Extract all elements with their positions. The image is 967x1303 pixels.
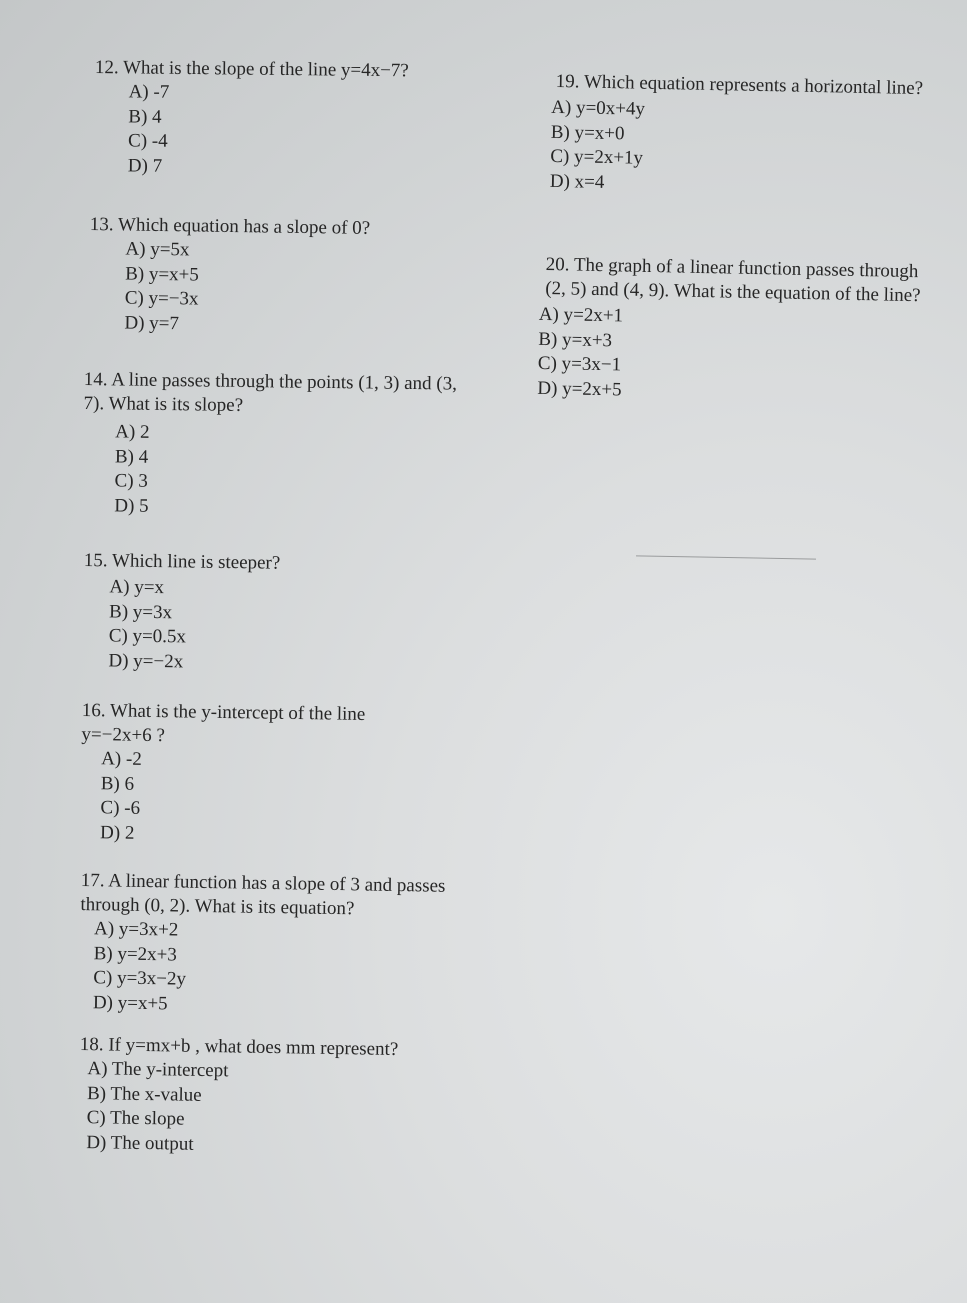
question-16	[80, 699, 382, 849]
question-stem: 13. Which equation has a slope of 0?	[89, 213, 371, 239]
option-a: A) y=0x+4y	[551, 96, 646, 120]
option-a: A) y=x	[109, 576, 165, 599]
question-17	[79, 869, 451, 1021]
option-b: B) 6	[100, 772, 135, 795]
option-a: A) y=5x	[125, 238, 190, 261]
option-d: D) 5	[114, 494, 149, 517]
answer-options	[114, 420, 463, 522]
question-13	[88, 213, 370, 339]
option-d: D) 2	[99, 821, 135, 844]
option-d: D) y=2x+5	[537, 377, 622, 400]
option-a: A) -7	[128, 81, 170, 103]
answer-options	[86, 1057, 398, 1160]
option-d: D) The output	[86, 1131, 194, 1155]
option-d: D) y=7	[124, 311, 180, 334]
option-b: B) 4	[128, 105, 162, 128]
answer-options	[124, 238, 370, 339]
option-d: D) 7	[127, 154, 163, 177]
option-b: B) The x-value	[86, 1082, 202, 1106]
question-stem: 16. What is the y-intercept of the line y=−2x+6 ?	[81, 699, 366, 747]
question-stem: 14. A line passes through the points (1, 3) and (3, 7). What is its slope?	[83, 368, 458, 416]
option-d: D) y=−2x	[108, 649, 184, 672]
answer-options	[537, 303, 925, 408]
option-c: C) -6	[100, 797, 141, 819]
question-stem: 20. The graph of a linear function passes through (2, 5) and (4, 9). What is the equation of the line?	[545, 253, 921, 307]
option-d: D) x=4	[549, 170, 605, 193]
question-stem: 19. Which equation represents a horizontal line?	[555, 70, 924, 100]
option-b: B) 4	[114, 445, 149, 468]
option-a: A) y=3x+2	[93, 918, 179, 941]
option-c: C) y=2x+1y	[550, 145, 644, 169]
option-a: A) -2	[101, 748, 142, 770]
option-a: A) y=2x+1	[538, 303, 624, 327]
divider-line	[636, 555, 816, 559]
question-15	[82, 549, 280, 676]
option-b: B) y=3x	[108, 600, 173, 623]
question-14	[82, 368, 464, 523]
option-a: A) The y-intercept	[87, 1058, 229, 1082]
answer-options	[550, 96, 956, 202]
answer-options	[128, 80, 409, 181]
question-12	[94, 56, 409, 181]
answer-options	[108, 575, 280, 675]
question-stem: 15. Which line is steeper?	[83, 549, 281, 574]
option-b: B) y=2x+3	[93, 942, 178, 966]
question-19	[549, 70, 956, 202]
answer-options	[100, 747, 381, 849]
question-20	[537, 253, 926, 408]
question-stem: 18. If y=mx+b , what does mm represent?	[79, 1033, 399, 1061]
question-18	[78, 1033, 398, 1160]
answer-options	[93, 917, 450, 1021]
option-d: D) y=x+5	[92, 991, 168, 1014]
option-b: B) y=x+0	[550, 121, 625, 144]
option-b: B) y=x+3	[538, 328, 613, 351]
option-c: C) The slope	[86, 1107, 185, 1130]
option-c: C) -4	[128, 130, 168, 152]
option-c: C) y=3x−1	[537, 352, 622, 376]
option-a: A) 2	[115, 421, 150, 443]
option-c: C) y=0.5x	[108, 625, 187, 648]
question-stem: 12. What is the slope of the line y=4x−7?	[94, 56, 409, 82]
option-c: C) 3	[114, 470, 148, 492]
question-stem: 17. A linear function has a slope of 3 and passes through (0, 2). What is its equation?	[80, 869, 446, 920]
option-c: C) y=−3x	[124, 287, 199, 310]
option-b: B) y=x+5	[125, 262, 199, 286]
option-c: C) y=3x−2y	[93, 967, 187, 990]
